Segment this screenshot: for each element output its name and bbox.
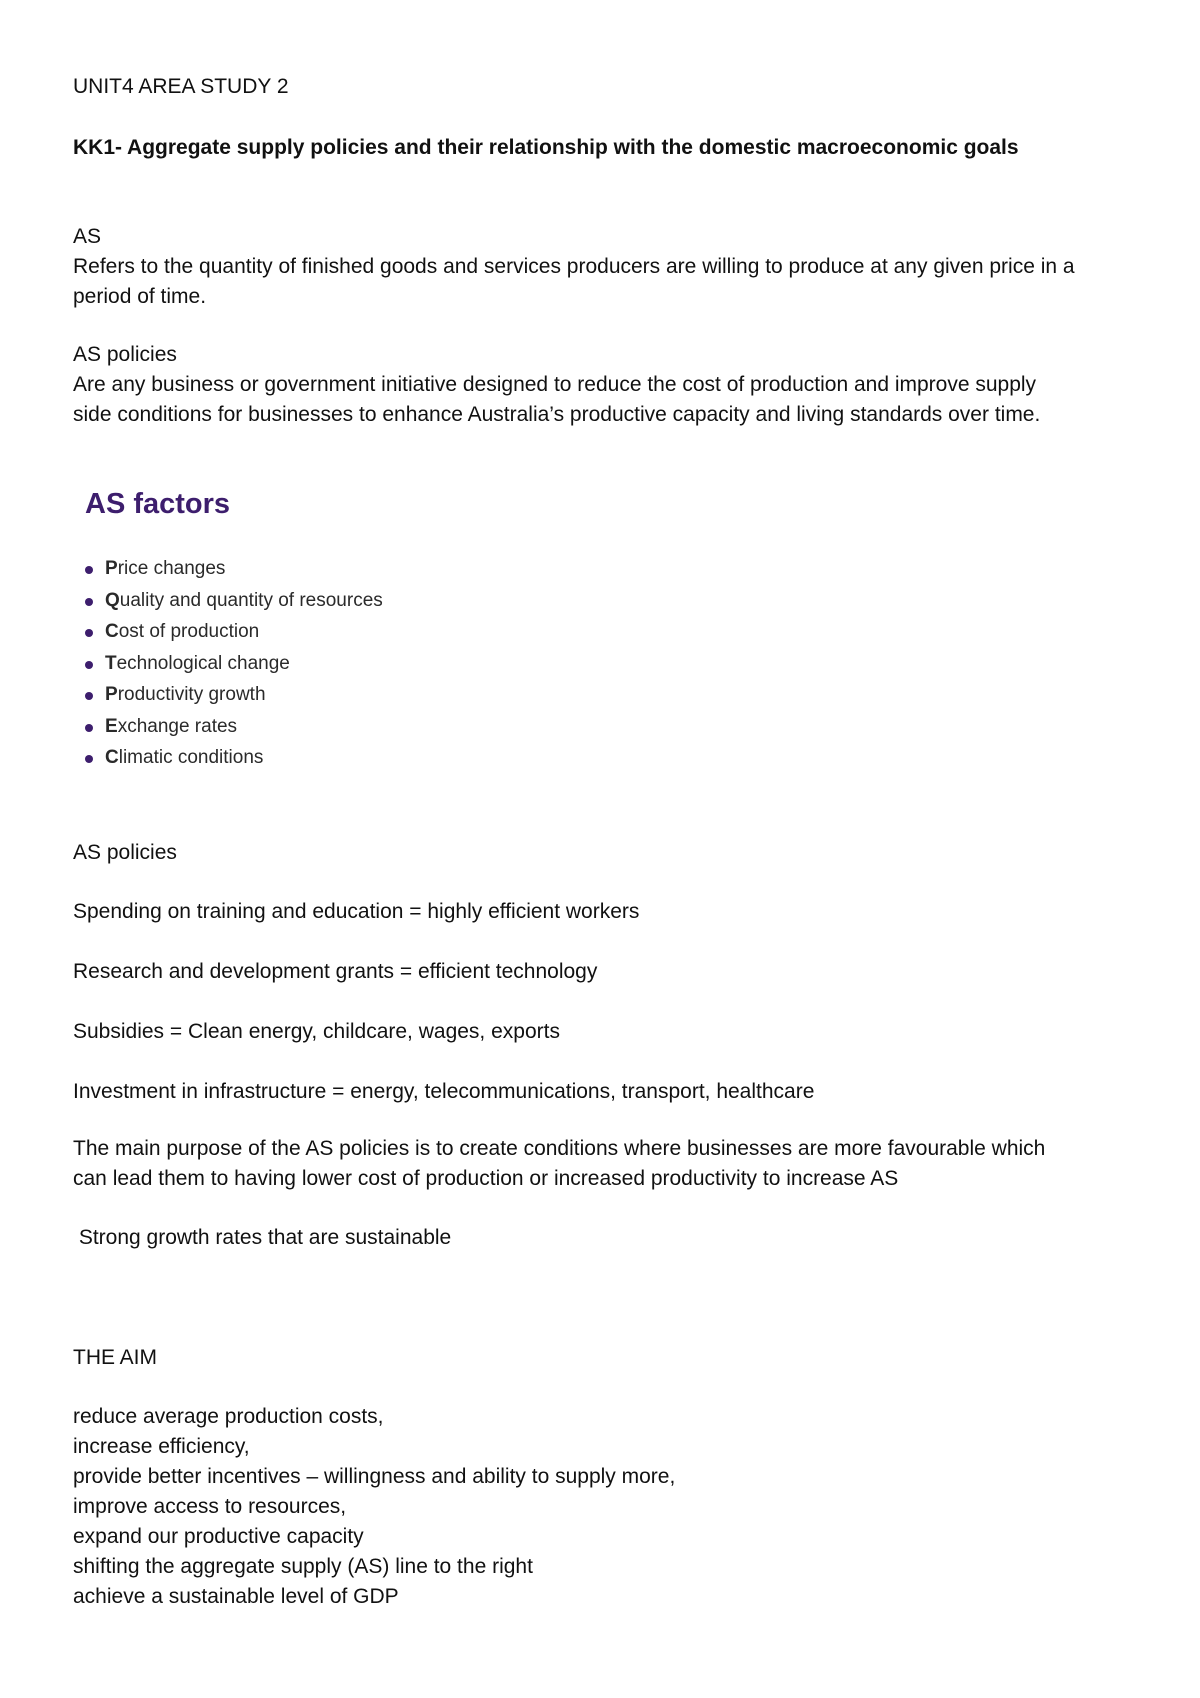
as-factor-item — [85, 616, 383, 648]
policy-item: Subsidies = Clean energy, childcare, wages, exports — [73, 1020, 560, 1043]
as-factor-item — [85, 648, 383, 680]
policy-item: Spending on training and education = highly efficient workers — [73, 900, 640, 923]
factor-initial: C — [105, 747, 119, 768]
factor-initial: T — [105, 652, 117, 674]
as-definition-line: period of time. — [73, 285, 207, 308]
purpose-line: The main purpose of the AS policies is to create conditions where businesses are more favourable which — [73, 1137, 1046, 1160]
as-policies-definition-line: side conditions for businesses to enhance Australia’s productive capacity and living standards over time. — [73, 403, 1041, 426]
as-factors-list — [85, 553, 383, 774]
aim-item: expand our productive capacity — [73, 1525, 364, 1548]
kk-title: KK1- Aggregate supply policies and their relationship with the domestic macroeconomic goals — [73, 136, 1019, 159]
aim-item: provide better incentives – willingness and ability to supply more, — [73, 1465, 676, 1488]
as-factor-item — [85, 711, 383, 743]
aim-item: reduce average production costs, — [73, 1405, 384, 1428]
aim-list — [73, 1402, 1143, 1612]
bullet-icon — [85, 566, 93, 574]
bullet-icon — [85, 598, 93, 606]
bullet-icon — [85, 629, 93, 637]
aim-item: achieve a sustainable level of GDP — [73, 1585, 399, 1608]
factor-rest: ost of production — [118, 621, 260, 642]
factor-rest: limatic conditions — [118, 747, 264, 768]
factor-initial: Q — [105, 589, 120, 611]
as-factors-title: AS factors — [85, 488, 231, 520]
aim-item: improve access to resources, — [73, 1495, 347, 1518]
policies-purpose — [73, 1134, 1143, 1194]
as-heading: AS — [73, 225, 102, 248]
factor-rest: echnological change — [116, 652, 290, 674]
factor-initial: C — [105, 621, 119, 642]
purpose-line: can lead them to having lower cost of production or increased productivity to increase AS — [73, 1167, 899, 1190]
as-policies-section-heading: AS policies — [73, 841, 177, 864]
bullet-icon — [85, 692, 93, 700]
as-policies-definition-line: Are any business or government initiative designed to reduce the cost of production and improve supply — [73, 373, 1037, 396]
as-factor-item — [85, 679, 383, 711]
factor-rest: xchange rates — [117, 715, 238, 737]
as-policies-definition — [73, 370, 1143, 430]
as-definition-line: Refers to the quantity of finished goods and services producers are willing to produce at any given price in a — [73, 255, 1075, 278]
as-policies-heading: AS policies — [73, 343, 177, 366]
bullet-icon — [85, 661, 93, 669]
aim-heading: THE AIM — [73, 1346, 158, 1369]
policy-item: Investment in infrastructure = energy, telecommunications, transport, healthcare — [73, 1080, 815, 1103]
factor-initial: P — [105, 684, 118, 705]
bullet-icon — [85, 724, 93, 732]
as-factor-item — [85, 585, 383, 617]
factor-initial: E — [105, 715, 118, 737]
factor-rest: uality and quantity of resources — [119, 589, 383, 611]
factor-rest: roductivity growth — [117, 684, 266, 705]
as-factor-item — [85, 742, 383, 774]
unit-header: UNIT4 AREA STUDY 2 — [73, 75, 289, 98]
policy-item: Research and development grants = efficient technology — [73, 960, 598, 983]
as-factors-slide — [73, 488, 493, 773]
factor-rest: rice changes — [117, 558, 226, 579]
factor-initial: P — [105, 558, 118, 579]
aim-item: increase efficiency, — [73, 1435, 250, 1458]
as-definition — [73, 252, 1143, 312]
bullet-icon — [85, 755, 93, 763]
as-factor-item — [85, 553, 383, 585]
growth-note: Strong growth rates that are sustainable — [73, 1226, 452, 1249]
aim-item: shifting the aggregate supply (AS) line to the right — [73, 1555, 533, 1578]
